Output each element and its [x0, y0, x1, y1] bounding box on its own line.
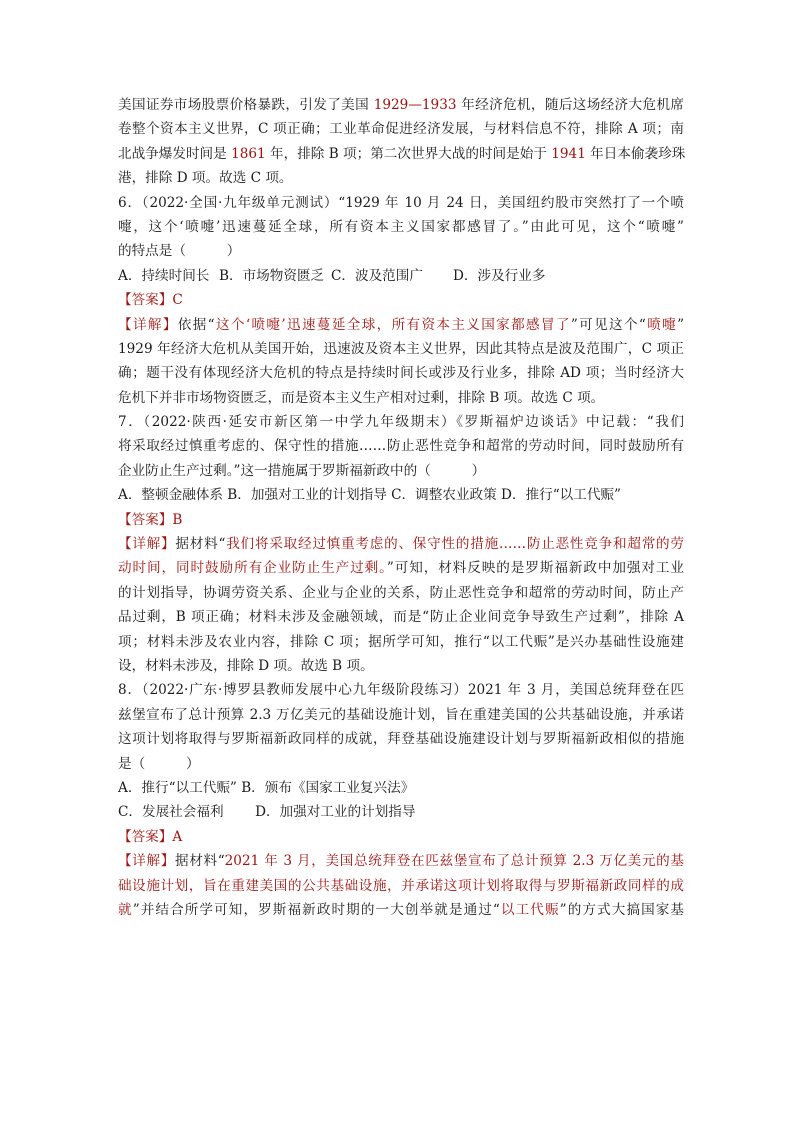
text-run: ”并结合所学可知，罗斯福新政时期的一大创举就是通过“: [132, 901, 500, 918]
highlighted-text: 【答案】A: [118, 828, 183, 845]
text-run: 是（ ）: [118, 755, 200, 772]
answer-8: [118, 825, 684, 849]
highlighted-text: 【答案】B: [118, 511, 183, 528]
highlighted-text: 2021 年 3 月，美国总统拜登在匹兹堡宣布了总计预算 2.3 万亿美元的基: [224, 853, 685, 870]
text-line: [118, 581, 684, 605]
highlighted-text: 【详解】: [118, 853, 175, 870]
text-run: 1929 年经济大危机从美国开始，迅速波及资本主义世界，因此其特点是波及范围广，C 项正: [118, 340, 684, 357]
text-run: 确；题干没有体现经济大危机的特点是持续时间长或涉及行业多，排除 AD 项；当时经济大: [118, 365, 684, 382]
text-run: 品过剩，B 项正确；材料未涉及金融领域，而是“防止企业间竞争导致生产过剩”，排除 A: [118, 609, 684, 626]
text-line: [118, 703, 684, 727]
highlighted-text: 这个‘喷嚏’迅速蔓延全球，所有资本主义国家都感冒了: [214, 316, 571, 333]
text-line: [118, 459, 684, 483]
text-run: ”: [677, 316, 685, 333]
question-8-options: [118, 776, 684, 825]
text-run: 6．（2022·全国·九年级单元测试）“1929 年 10 月 24 日，美国纽约股市突然打了一个喷: [118, 194, 684, 211]
text-run: A．推行“以工代赈” B．颁布《国家工业复兴法》: [118, 779, 415, 796]
text-line: [118, 361, 684, 385]
text-line: [118, 142, 684, 166]
text-line: [118, 630, 684, 654]
text-line: [118, 386, 684, 410]
text-run: 企业防止生产过剩。”这一措施属于罗斯福新政中的（ ）: [118, 462, 486, 479]
text-run: 年日本偷袭珍珠: [585, 145, 686, 162]
question-8: [118, 678, 684, 776]
text-run: 据材料“: [175, 536, 226, 553]
text-run: 卷整个资本主义世界，C 项正确；工业革命促进经济发展，与材料信息不符，排除 A 项；南: [118, 121, 684, 138]
option-a: A．持续时间长: [118, 267, 210, 284]
text-line: [118, 483, 684, 507]
text-line: [118, 508, 684, 532]
text-run: 年，排除 B 项；第二次世界大战的时间是始于: [265, 145, 552, 162]
text-line: [118, 825, 684, 849]
text-run: 8．（2022·广东·博罗县教师发展中心九年级阶段练习）2021 年 3 月，美国总统拜登在匹: [118, 682, 684, 699]
text-run: ”可见这个“: [570, 316, 646, 333]
text-line: [118, 434, 684, 458]
text-run: ”可知，材料反映的是罗斯福新政中加强对工业: [386, 560, 684, 577]
explanation-5-tail: [118, 93, 684, 191]
highlighted-text: 我们将采取经过慎重考虑的、保守性的措施……防止恶性竞争和超常的劳: [225, 536, 685, 553]
highlighted-text: 1861: [231, 145, 266, 162]
text-run: 港，排除 D 项。故选 C 项。: [118, 170, 293, 187]
text-run: 北战争爆发时间是: [118, 145, 232, 162]
highlighted-text: 【答案】C: [118, 292, 183, 309]
text-run: 7．（2022·陕西·延安市新区第一中学九年级期末）《罗斯福炉边谈话》中记载：“我们: [118, 414, 684, 431]
option-c: C．波及范围广: [331, 267, 423, 284]
text-run: 将采取经过慎重考虑的、保守性的措施……防止恶性竞争和超常的劳动时间，同时鼓励所有: [118, 438, 684, 455]
text-run: C．发展社会福利 D．加强对工业的计划指导: [118, 804, 416, 821]
text-line: [118, 605, 684, 629]
explanation-6: [118, 313, 684, 411]
text-run: 的计划指导，协调劳资关系、企业与企业的关系，防止恶性竞争和超常的劳动时间，防止产: [118, 584, 684, 601]
text-line: [118, 166, 684, 190]
text-run: 兹堡宣布了总计预算 2.3 万亿美元的基础设施计划，旨在重建美国的公共基础设施，并承诺: [118, 706, 684, 723]
text-line: [118, 215, 684, 239]
text-run: 危机下并非市场物资匮乏，而是资本主义生产相对过剩，排除 B 项。故选 C 项。: [118, 389, 605, 406]
text-line: [118, 191, 684, 215]
text-line: [118, 410, 684, 434]
option-d: D．涉及行业多: [453, 267, 546, 284]
text-line: [118, 898, 684, 922]
text-run: ”的方式大搞国家基: [559, 901, 685, 918]
text-line: [118, 752, 684, 776]
text-line: [118, 117, 684, 141]
text-line: [118, 239, 684, 263]
text-line: [118, 874, 684, 898]
text-run: 项；材料未涉及农业内容，排除 C 项；据所学可知，推行“以工代赈”是兴办基础性设施建: [118, 633, 684, 650]
explanation-7: [118, 532, 684, 678]
highlighted-text: 1929—1933: [373, 97, 457, 113]
text-run: 的特点是（ ）: [118, 243, 241, 260]
highlighted-text: 以工代赈: [499, 901, 560, 918]
text-run: 依据“: [177, 316, 215, 333]
highlighted-text: 【详解】: [118, 316, 178, 333]
highlighted-text: 1941: [551, 145, 586, 162]
answer-7: [118, 508, 684, 532]
text-line: [118, 556, 684, 580]
text-line: [118, 288, 684, 312]
text-line: [118, 727, 684, 751]
text-line: [118, 678, 684, 702]
text-line: [118, 93, 684, 117]
question-7-options: [118, 483, 684, 507]
text-run: 这项计划将取得与罗斯福新政同样的成就，拜登基础设施建设计划与罗斯福新政相似的措施: [118, 731, 684, 748]
highlighted-text: 动时间，同时鼓励所有企业防止生产过剩。: [118, 560, 387, 577]
option-b: B．市场物资匮乏: [219, 267, 325, 284]
highlighted-text: 础设施计划，旨在重建美国的公共基础设施，并承诺这项计划将取得与罗斯福新政同样的成: [118, 877, 684, 894]
text-line: [118, 800, 684, 824]
highlighted-text: 喷嚏: [645, 316, 678, 333]
text-line: [118, 313, 684, 337]
page-content: [118, 93, 684, 922]
explanation-8: [118, 849, 684, 922]
text-run: 年经济危机，随后这场经济大危机席: [456, 97, 684, 113]
question-6-options: [118, 264, 684, 288]
text-run: 嚏，这个‘喷嚏’迅速蔓延全球，所有资本主义国家都感冒了。”由此可见，这个“喷嚏”: [118, 218, 684, 235]
highlighted-text: 【详解】: [118, 536, 176, 553]
text-line: [118, 849, 684, 873]
answer-6: [118, 288, 684, 312]
option-line: [118, 264, 684, 288]
text-run: 美国证券市场股票价格暴跌，引发了美国: [118, 97, 374, 113]
text-run: 据材料“: [174, 853, 225, 870]
text-line: [118, 654, 684, 678]
text-line: [118, 776, 684, 800]
question-6: [118, 191, 684, 264]
text-line: [118, 532, 684, 556]
highlighted-text: 就: [118, 901, 133, 918]
text-line: [118, 337, 684, 361]
question-7: [118, 410, 684, 483]
text-run: A．整顿金融体系 B．加强对工业的计划指导 C．调整农业政策 D．推行“以工代赈”: [118, 487, 621, 504]
text-run: 设，材料未涉及，排除 D 项。故选 B 项。: [118, 657, 374, 674]
